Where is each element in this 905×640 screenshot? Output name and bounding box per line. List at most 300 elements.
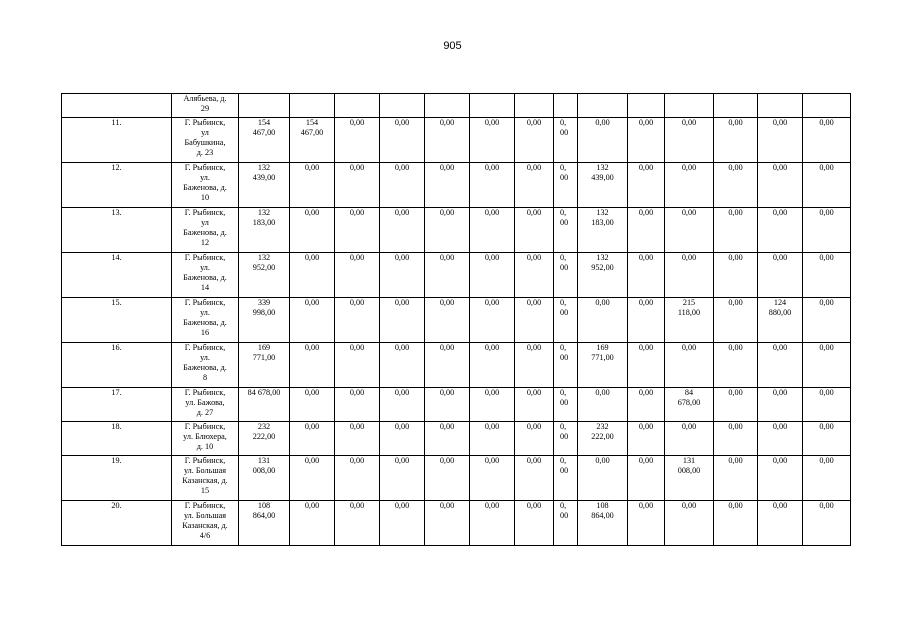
value-line: 0,00 xyxy=(681,208,697,217)
value-cell xyxy=(758,94,803,118)
value-line: 0,00 xyxy=(728,422,743,431)
value-line: 0,00 xyxy=(304,501,320,510)
value-line: 0,00 xyxy=(439,456,455,465)
value-cell xyxy=(665,501,714,546)
value-line: 0, xyxy=(560,208,567,217)
value-cell xyxy=(425,343,470,388)
value-line: 0,00 xyxy=(772,343,788,352)
value-cell xyxy=(578,343,628,388)
budget-table xyxy=(61,93,851,546)
address-line: 29 xyxy=(200,103,210,113)
value-line: 0,00 xyxy=(681,118,697,127)
address-line: Г. Рыбинск, xyxy=(184,456,226,465)
value-cell xyxy=(758,388,803,422)
value-cell xyxy=(578,253,628,298)
value-cell xyxy=(380,501,425,546)
value-line: 183,00 xyxy=(591,217,614,227)
value-line: 00 xyxy=(560,127,569,137)
value-cell xyxy=(714,118,758,163)
value-cell xyxy=(290,94,335,118)
value-cell xyxy=(239,456,290,501)
value-cell xyxy=(380,422,425,456)
value-line: 0,00 xyxy=(394,422,410,431)
value-cell xyxy=(714,388,758,422)
value-line: 0,00 xyxy=(349,298,365,307)
value-line: 00 xyxy=(560,352,569,362)
table-row xyxy=(62,94,851,118)
row-number: 12. xyxy=(111,163,122,172)
value-line: 864,00 xyxy=(252,510,276,520)
address-line: Казанская, д. xyxy=(182,475,228,485)
row-number-cell xyxy=(62,94,172,118)
table-row xyxy=(62,388,851,422)
value-cell xyxy=(515,298,554,343)
value-line: 998,00 xyxy=(252,307,276,317)
value-cell xyxy=(425,456,470,501)
value-line: 0,00 xyxy=(304,456,320,465)
value-cell xyxy=(335,298,380,343)
value-cell xyxy=(758,298,803,343)
address-line: Баженова, д. xyxy=(183,272,227,282)
value-line: 00 xyxy=(560,510,569,520)
value-cell xyxy=(470,118,515,163)
value-line: 00 xyxy=(560,262,569,272)
value-cell xyxy=(628,388,665,422)
value-cell xyxy=(239,388,290,422)
address-line: Г. Рыбинск, xyxy=(184,501,226,510)
value-line: 0,00 xyxy=(439,118,455,127)
value-line: 0, xyxy=(560,343,567,352)
address-line: Г. Рыбинск, xyxy=(184,253,226,262)
value-line: 0,00 xyxy=(439,253,455,262)
value-cell xyxy=(803,94,851,118)
value-cell xyxy=(470,422,515,456)
value-line: 0,00 xyxy=(526,343,542,352)
value-line: 0,00 xyxy=(728,388,743,397)
row-number: 15. xyxy=(111,298,122,307)
value-line: 0,00 xyxy=(394,163,410,172)
value-cell xyxy=(335,456,380,501)
value-line: 0,00 xyxy=(439,388,455,397)
table-row xyxy=(62,422,851,456)
row-number-cell xyxy=(62,343,172,388)
address-line: ул. Большая xyxy=(183,465,227,475)
value-cell xyxy=(803,456,851,501)
value-line: 00 xyxy=(560,172,569,182)
value-line: 154 xyxy=(305,118,319,127)
value-line: 0,00 xyxy=(394,208,410,217)
value-line: 0,00 xyxy=(728,118,743,127)
value-cell xyxy=(665,253,714,298)
value-cell xyxy=(470,388,515,422)
value-cell xyxy=(665,298,714,343)
value-cell xyxy=(714,163,758,208)
value-line: 132 xyxy=(596,253,609,262)
value-cell xyxy=(714,456,758,501)
value-line: 0,00 xyxy=(349,208,365,217)
value-line: 439,00 xyxy=(252,172,276,182)
value-cell xyxy=(335,253,380,298)
value-line: 00 xyxy=(560,397,569,407)
value-cell xyxy=(290,422,335,456)
value-line: 0,00 xyxy=(526,422,542,431)
value-line: 0,00 xyxy=(526,298,542,307)
value-line: 0,00 xyxy=(681,343,697,352)
row-number-cell xyxy=(62,163,172,208)
address-cell xyxy=(172,253,239,298)
value-cell xyxy=(665,94,714,118)
value-line: 0,00 xyxy=(638,456,654,465)
value-line: 0,00 xyxy=(484,298,500,307)
value-cell xyxy=(515,118,554,163)
value-cell xyxy=(335,94,380,118)
address-line: ул. Бажова, xyxy=(185,397,225,407)
value-cell xyxy=(803,253,851,298)
value-line: 0,00 xyxy=(484,388,500,397)
value-line: 0,00 xyxy=(394,253,410,262)
table-row xyxy=(62,501,851,546)
value-cell xyxy=(758,343,803,388)
value-line: 0,00 xyxy=(484,253,500,262)
value-line: 118,00 xyxy=(677,307,701,317)
address-line: Г. Рыбинск, xyxy=(184,298,226,307)
value-cell xyxy=(380,298,425,343)
value-line: 467,00 xyxy=(252,127,276,137)
value-cell xyxy=(758,208,803,253)
table-row xyxy=(62,298,851,343)
value-line: 0,00 xyxy=(439,343,455,352)
address-line: ул. xyxy=(200,307,210,317)
value-cell xyxy=(665,118,714,163)
address-cell xyxy=(172,501,239,546)
value-line: 0,00 xyxy=(484,118,500,127)
value-line: 0,00 xyxy=(349,501,365,510)
value-line: 0,00 xyxy=(819,163,834,172)
value-cell xyxy=(578,501,628,546)
value-cell xyxy=(515,343,554,388)
value-cell xyxy=(665,456,714,501)
value-line: 0,00 xyxy=(728,253,743,262)
value-line: 169 xyxy=(596,343,609,352)
value-cell xyxy=(380,118,425,163)
value-line: 0,00 xyxy=(595,298,610,307)
value-line: 0,00 xyxy=(349,422,365,431)
value-cell xyxy=(758,118,803,163)
value-line: 0,00 xyxy=(728,456,743,465)
value-line: 0,00 xyxy=(349,343,365,352)
value-cell xyxy=(290,456,335,501)
value-line: 0,00 xyxy=(638,501,654,510)
value-cell xyxy=(578,163,628,208)
value-cell xyxy=(515,253,554,298)
row-number: 11. xyxy=(111,118,122,127)
value-cell xyxy=(665,163,714,208)
row-number-cell xyxy=(62,208,172,253)
value-cell xyxy=(239,118,290,163)
value-cell xyxy=(470,501,515,546)
value-line: 0,00 xyxy=(595,456,610,465)
value-cell xyxy=(335,118,380,163)
row-number-cell xyxy=(62,456,172,501)
value-cell xyxy=(758,456,803,501)
value-cell xyxy=(239,163,290,208)
address-line: Г. Рыбинск, xyxy=(184,208,226,217)
value-line: 0,00 xyxy=(526,456,542,465)
value-cell xyxy=(554,163,578,208)
value-line: 0,00 xyxy=(394,501,410,510)
value-cell xyxy=(758,163,803,208)
value-line: 0,00 xyxy=(638,208,654,217)
value-cell xyxy=(239,253,290,298)
value-line: 0,00 xyxy=(526,501,542,510)
value-line: 131 xyxy=(257,456,271,465)
value-line: 0,00 xyxy=(304,208,320,217)
value-line: 132 xyxy=(257,163,271,172)
value-line: 0,00 xyxy=(439,501,455,510)
value-cell xyxy=(239,422,290,456)
value-cell xyxy=(335,422,380,456)
value-cell xyxy=(425,388,470,422)
value-cell xyxy=(554,94,578,118)
value-cell xyxy=(470,456,515,501)
address-line: ул. Блюхера, xyxy=(183,431,227,441)
value-cell xyxy=(515,208,554,253)
address-line: ул. xyxy=(200,172,210,182)
value-line: 0,00 xyxy=(638,118,654,127)
value-line: 0,00 xyxy=(728,208,743,217)
address-line: Казанская, д. xyxy=(182,520,228,530)
value-line: 00 xyxy=(560,217,569,227)
value-line: 0,00 xyxy=(819,118,834,127)
value-cell xyxy=(628,343,665,388)
value-line: 0,00 xyxy=(526,253,542,262)
value-cell xyxy=(380,343,425,388)
value-cell xyxy=(628,163,665,208)
value-line: 0,00 xyxy=(681,253,697,262)
value-line: 467,00 xyxy=(300,127,324,137)
value-cell xyxy=(758,501,803,546)
value-line: 0, xyxy=(560,298,567,307)
address-line: 10 xyxy=(200,192,210,202)
row-number: 14. xyxy=(111,253,122,262)
row-number: 19. xyxy=(111,456,122,465)
value-line: 0,00 xyxy=(394,298,410,307)
value-line: 771,00 xyxy=(591,352,614,362)
value-cell xyxy=(758,253,803,298)
value-cell xyxy=(380,456,425,501)
value-line: 132 xyxy=(596,208,609,217)
value-line: 0,00 xyxy=(439,208,455,217)
value-line: 124 xyxy=(773,298,787,307)
address-cell xyxy=(172,208,239,253)
value-line: 00 xyxy=(560,431,569,441)
value-line: 678,00 xyxy=(677,397,701,407)
value-cell xyxy=(578,422,628,456)
table-row xyxy=(62,118,851,163)
value-line: 0, xyxy=(560,456,567,465)
value-cell xyxy=(515,456,554,501)
value-cell xyxy=(554,422,578,456)
address-line: ул xyxy=(201,217,209,227)
value-line: 84 678,00 xyxy=(247,388,281,397)
value-cell xyxy=(515,422,554,456)
value-line: 0,00 xyxy=(819,343,834,352)
value-cell xyxy=(470,253,515,298)
value-line: 0,00 xyxy=(439,298,455,307)
value-line: 0,00 xyxy=(484,208,500,217)
value-cell xyxy=(803,208,851,253)
value-line: 0,00 xyxy=(819,388,834,397)
value-line: 439,00 xyxy=(591,172,614,182)
value-cell xyxy=(665,388,714,422)
address-line: Г. Рыбинск, xyxy=(184,343,226,352)
value-cell xyxy=(425,208,470,253)
address-line: Г. Рыбинск, xyxy=(184,118,226,127)
value-line: 339 xyxy=(257,298,271,307)
value-cell xyxy=(578,388,628,422)
value-cell xyxy=(578,208,628,253)
value-line: 0,00 xyxy=(638,388,654,397)
row-number-cell xyxy=(62,298,172,343)
value-line: 0,00 xyxy=(819,422,834,431)
value-line: 0,00 xyxy=(772,208,788,217)
value-cell xyxy=(578,456,628,501)
value-cell xyxy=(803,501,851,546)
value-line: 0,00 xyxy=(638,298,654,307)
value-cell xyxy=(425,163,470,208)
value-line: 0,00 xyxy=(772,163,788,172)
address-line: 14 xyxy=(200,282,210,292)
value-cell xyxy=(665,208,714,253)
address-line: Алябьева, д. xyxy=(183,94,227,103)
value-line: 0,00 xyxy=(304,343,320,352)
value-cell xyxy=(578,298,628,343)
value-line: 0, xyxy=(560,422,567,431)
table-row xyxy=(62,163,851,208)
value-line: 0,00 xyxy=(349,456,365,465)
value-line: 0,00 xyxy=(484,456,500,465)
value-cell xyxy=(425,501,470,546)
value-line: 771,00 xyxy=(252,352,276,362)
row-number: 13. xyxy=(111,208,122,217)
row-number: 18. xyxy=(111,422,122,431)
value-line: 0, xyxy=(560,501,567,510)
value-cell xyxy=(665,343,714,388)
value-line: 0, xyxy=(560,253,567,262)
value-line: 108 xyxy=(596,501,609,510)
value-cell xyxy=(290,501,335,546)
value-cell xyxy=(758,422,803,456)
value-line: 0,00 xyxy=(772,501,788,510)
value-line: 0,00 xyxy=(819,253,834,262)
value-cell xyxy=(554,388,578,422)
value-line: 864,00 xyxy=(591,510,614,520)
value-line: 0,00 xyxy=(304,163,320,172)
value-line: 0,00 xyxy=(638,163,654,172)
value-cell xyxy=(714,422,758,456)
value-line: 154 xyxy=(257,118,271,127)
value-line: 0,00 xyxy=(728,163,743,172)
value-line: 169 xyxy=(257,343,271,352)
value-cell xyxy=(335,388,380,422)
address-line: Г. Рыбинск, xyxy=(184,422,226,431)
address-line: 16 xyxy=(200,327,210,337)
value-cell xyxy=(628,298,665,343)
address-line: Г. Рыбинск, xyxy=(184,163,226,172)
value-cell xyxy=(380,388,425,422)
value-line: 880,00 xyxy=(768,307,792,317)
value-cell xyxy=(425,422,470,456)
value-cell xyxy=(380,208,425,253)
address-line: ул. xyxy=(200,262,210,272)
row-number-cell xyxy=(62,118,172,163)
table-row xyxy=(62,343,851,388)
value-cell xyxy=(714,253,758,298)
value-line: 0,00 xyxy=(394,456,410,465)
value-cell xyxy=(290,343,335,388)
value-line: 132 xyxy=(257,253,271,262)
value-line: 0,00 xyxy=(394,388,410,397)
value-line: 0,00 xyxy=(772,456,788,465)
value-cell xyxy=(335,343,380,388)
value-cell xyxy=(628,208,665,253)
value-cell xyxy=(665,422,714,456)
value-cell xyxy=(803,388,851,422)
value-cell xyxy=(425,253,470,298)
value-line: 0,00 xyxy=(772,253,788,262)
value-line: 0,00 xyxy=(349,118,365,127)
value-line: 132 xyxy=(596,163,609,172)
value-line: 0,00 xyxy=(681,422,697,431)
value-cell xyxy=(290,253,335,298)
value-cell xyxy=(239,343,290,388)
value-cell xyxy=(578,118,628,163)
value-cell xyxy=(628,456,665,501)
value-line: 0, xyxy=(560,118,567,127)
value-cell xyxy=(515,163,554,208)
address-line: Баженова, д. xyxy=(183,362,227,372)
value-line: 0,00 xyxy=(304,253,320,262)
address-cell xyxy=(172,343,239,388)
value-line: 0,00 xyxy=(819,501,834,510)
value-line: 952,00 xyxy=(591,262,614,272)
value-line: 0,00 xyxy=(349,163,365,172)
table-row xyxy=(62,253,851,298)
value-cell xyxy=(290,163,335,208)
address-cell xyxy=(172,163,239,208)
value-cell xyxy=(515,94,554,118)
value-cell xyxy=(515,388,554,422)
value-line: 0,00 xyxy=(484,163,500,172)
address-line: 8 xyxy=(202,372,208,382)
address-cell xyxy=(172,422,239,456)
value-cell xyxy=(335,501,380,546)
value-line: 0,00 xyxy=(484,501,500,510)
value-cell xyxy=(290,208,335,253)
value-line: 222,00 xyxy=(252,431,276,441)
address-line: Баженова, д. xyxy=(183,317,227,327)
value-cell xyxy=(554,456,578,501)
value-cell xyxy=(470,208,515,253)
address-line: ул. xyxy=(200,352,210,362)
value-line: 0,00 xyxy=(819,208,834,217)
value-line: 0,00 xyxy=(638,422,654,431)
value-line: 0, xyxy=(560,163,567,172)
address-line: 4/6 xyxy=(199,530,211,540)
value-line: 0,00 xyxy=(349,388,365,397)
value-cell xyxy=(380,94,425,118)
value-cell xyxy=(554,253,578,298)
